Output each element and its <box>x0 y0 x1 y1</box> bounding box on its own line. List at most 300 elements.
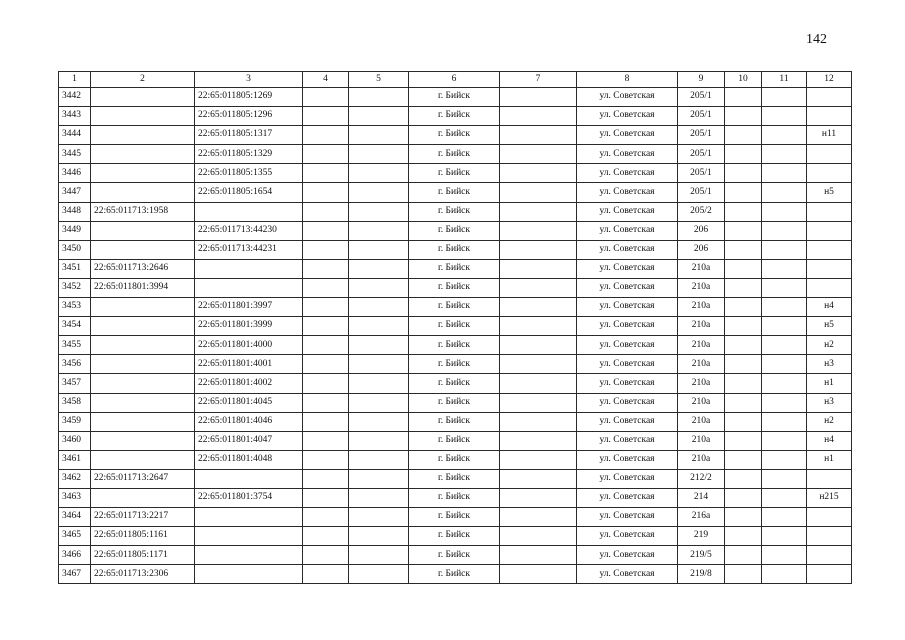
table-cell-col-4 <box>303 450 349 469</box>
table-cell-col-1: 3460 <box>59 431 91 450</box>
table-cell-col-5 <box>349 393 409 412</box>
table-cell-col-5 <box>349 298 409 317</box>
table-cell-col-6: г. Бийск <box>409 374 500 393</box>
table-cell-col-7 <box>500 565 577 584</box>
table-cell-col-10 <box>725 488 762 507</box>
table-cell-col-4 <box>303 278 349 297</box>
table-cell-col-9: 214 <box>678 488 725 507</box>
table-cell-col-4 <box>303 221 349 240</box>
table-cell-col-5 <box>349 469 409 488</box>
table-cell-col-3: 22:65:011805:1317 <box>195 126 303 145</box>
table-cell-col-5 <box>349 259 409 278</box>
table-cell-col-10 <box>725 527 762 546</box>
table-cell-col-10 <box>725 107 762 126</box>
column-header-12: 12 <box>807 72 852 88</box>
table-cell-col-11 <box>762 202 807 221</box>
table-cell-col-8: ул. Советская <box>577 164 678 183</box>
table-cell-col-3 <box>195 565 303 584</box>
table-cell-col-10 <box>725 546 762 565</box>
table-cell-col-9: 212/2 <box>678 469 725 488</box>
table-cell-col-1: 3454 <box>59 317 91 336</box>
table-cell-col-2 <box>91 317 195 336</box>
table-cell-col-11 <box>762 317 807 336</box>
table-cell-col-12 <box>807 107 852 126</box>
table-cell-col-3 <box>195 508 303 527</box>
table-cell-col-3: 22:65:011805:1329 <box>195 145 303 164</box>
column-header-1: 1 <box>59 72 91 88</box>
table-row <box>59 202 852 221</box>
table-cell-col-7 <box>500 88 577 107</box>
table-cell-col-4 <box>303 240 349 259</box>
table-cell-col-8: ул. Советская <box>577 546 678 565</box>
table-cell-col-11 <box>762 183 807 202</box>
table-cell-col-4 <box>303 508 349 527</box>
table-cell-col-9: 205/1 <box>678 107 725 126</box>
table-cell-col-12 <box>807 259 852 278</box>
table-cell-col-12 <box>807 145 852 164</box>
table-cell-col-7 <box>500 412 577 431</box>
table-cell-col-4 <box>303 88 349 107</box>
table-cell-col-12 <box>807 469 852 488</box>
table-row <box>59 107 852 126</box>
table-cell-col-8: ул. Советская <box>577 374 678 393</box>
table-cell-col-10 <box>725 469 762 488</box>
table-cell-col-8: ул. Советская <box>577 259 678 278</box>
table-cell-col-9: 206 <box>678 240 725 259</box>
table-cell-col-7 <box>500 259 577 278</box>
table-cell-col-6: г. Бийск <box>409 393 500 412</box>
table-cell-col-5 <box>349 88 409 107</box>
table-cell-col-12 <box>807 508 852 527</box>
table-cell-col-6: г. Бийск <box>409 317 500 336</box>
table-cell-col-4 <box>303 565 349 584</box>
table-cell-col-2 <box>91 336 195 355</box>
table-cell-col-5 <box>349 412 409 431</box>
table-cell-col-12: н4 <box>807 298 852 317</box>
table-row <box>59 336 852 355</box>
table-cell-col-6: г. Бийск <box>409 107 500 126</box>
table-cell-col-3: 22:65:011713:44231 <box>195 240 303 259</box>
column-header-8: 8 <box>577 72 678 88</box>
table-cell-col-2: 22:65:011801:3994 <box>91 278 195 297</box>
table-cell-col-3: 22:65:011805:1654 <box>195 183 303 202</box>
register-table <box>58 71 852 584</box>
table-cell-col-12: н215 <box>807 488 852 507</box>
table-cell-col-3: 22:65:011801:4001 <box>195 355 303 374</box>
table-cell-col-2: 22:65:011713:1958 <box>91 202 195 221</box>
table-cell-col-9: 210а <box>678 431 725 450</box>
table-cell-col-2: 22:65:011805:1161 <box>91 527 195 546</box>
table-cell-col-2 <box>91 88 195 107</box>
table-row <box>59 374 852 393</box>
table-cell-col-1: 3445 <box>59 145 91 164</box>
table-cell-col-7 <box>500 298 577 317</box>
table-cell-col-1: 3457 <box>59 374 91 393</box>
table-cell-col-5 <box>349 527 409 546</box>
table-cell-col-11 <box>762 145 807 164</box>
table-cell-col-3: 22:65:011801:4047 <box>195 431 303 450</box>
table-row <box>59 355 852 374</box>
table-cell-col-6: г. Бийск <box>409 298 500 317</box>
table-cell-col-11 <box>762 240 807 259</box>
table-cell-col-9: 210а <box>678 278 725 297</box>
table-cell-col-10 <box>725 183 762 202</box>
table-cell-col-12 <box>807 278 852 297</box>
table-row <box>59 164 852 183</box>
table-cell-col-11 <box>762 164 807 183</box>
table-row <box>59 412 852 431</box>
table-cell-col-3 <box>195 278 303 297</box>
table-cell-col-12 <box>807 240 852 259</box>
table-row <box>59 546 852 565</box>
table-cell-col-12: н3 <box>807 355 852 374</box>
table-cell-col-12: н4 <box>807 431 852 450</box>
table-cell-col-9: 206 <box>678 221 725 240</box>
table-cell-col-1: 3461 <box>59 450 91 469</box>
table-cell-col-11 <box>762 355 807 374</box>
table-cell-col-7 <box>500 488 577 507</box>
table-cell-col-9: 205/1 <box>678 164 725 183</box>
table-cell-col-9: 205/1 <box>678 183 725 202</box>
table-cell-col-3: 22:65:011801:3754 <box>195 488 303 507</box>
table-cell-col-11 <box>762 488 807 507</box>
table-cell-col-3: 22:65:011805:1269 <box>195 88 303 107</box>
table-cell-col-12: н3 <box>807 393 852 412</box>
table-cell-col-4 <box>303 355 349 374</box>
table-cell-col-11 <box>762 107 807 126</box>
table-cell-col-2 <box>91 488 195 507</box>
table-cell-col-2 <box>91 240 195 259</box>
table-cell-col-5 <box>349 488 409 507</box>
table-body <box>59 88 852 584</box>
table-cell-col-11 <box>762 374 807 393</box>
table-cell-col-4 <box>303 527 349 546</box>
table-cell-col-9: 210а <box>678 450 725 469</box>
table-cell-col-1: 3451 <box>59 259 91 278</box>
table-cell-col-5 <box>349 508 409 527</box>
table-cell-col-11 <box>762 546 807 565</box>
table-cell-col-5 <box>349 164 409 183</box>
table-cell-col-1: 3464 <box>59 508 91 527</box>
table-cell-col-7 <box>500 107 577 126</box>
table-cell-col-8: ул. Советская <box>577 393 678 412</box>
table-cell-col-2: 22:65:011713:2646 <box>91 259 195 278</box>
table-cell-col-9: 205/1 <box>678 88 725 107</box>
table-cell-col-6: г. Бийск <box>409 145 500 164</box>
table-cell-col-6: г. Бийск <box>409 202 500 221</box>
table-cell-col-2 <box>91 412 195 431</box>
table-cell-col-11 <box>762 278 807 297</box>
table-cell-col-7 <box>500 546 577 565</box>
table-cell-col-7 <box>500 450 577 469</box>
table-cell-col-10 <box>725 259 762 278</box>
table-cell-col-3: 22:65:011805:1296 <box>195 107 303 126</box>
table-cell-col-1: 3442 <box>59 88 91 107</box>
table-cell-col-10 <box>725 565 762 584</box>
table-cell-col-9: 210а <box>678 393 725 412</box>
table-cell-col-2 <box>91 145 195 164</box>
table-row <box>59 508 852 527</box>
table-cell-col-2 <box>91 298 195 317</box>
table-cell-col-6: г. Бийск <box>409 259 500 278</box>
table-cell-col-7 <box>500 317 577 336</box>
table-cell-col-11 <box>762 508 807 527</box>
table-cell-col-7 <box>500 183 577 202</box>
table-row <box>59 469 852 488</box>
table-cell-col-8: ул. Советская <box>577 508 678 527</box>
table-cell-col-3 <box>195 469 303 488</box>
table-cell-col-11 <box>762 336 807 355</box>
table-cell-col-9: 210а <box>678 298 725 317</box>
table-cell-col-9: 210а <box>678 317 725 336</box>
table-cell-col-3: 22:65:011801:4000 <box>195 336 303 355</box>
table-cell-col-6: г. Бийск <box>409 412 500 431</box>
table-cell-col-11 <box>762 527 807 546</box>
table-cell-col-8: ул. Советская <box>577 317 678 336</box>
table-cell-col-8: ул. Советская <box>577 107 678 126</box>
table-cell-col-8: ул. Советская <box>577 469 678 488</box>
table-cell-col-6: г. Бийск <box>409 164 500 183</box>
table-cell-col-7 <box>500 126 577 145</box>
column-header-7: 7 <box>500 72 577 88</box>
table-cell-col-4 <box>303 164 349 183</box>
column-header-9: 9 <box>678 72 725 88</box>
table-cell-col-6: г. Бийск <box>409 355 500 374</box>
table-cell-col-1: 3449 <box>59 221 91 240</box>
table-cell-col-4 <box>303 374 349 393</box>
table-cell-col-10 <box>725 412 762 431</box>
table-cell-col-6: г. Бийск <box>409 240 500 259</box>
table-cell-col-2 <box>91 107 195 126</box>
table-row <box>59 278 852 297</box>
table-cell-col-7 <box>500 240 577 259</box>
table-cell-col-10 <box>725 240 762 259</box>
page-number: 142 <box>806 32 827 47</box>
table-cell-col-12 <box>807 546 852 565</box>
table-cell-col-10 <box>725 202 762 221</box>
table-cell-col-7 <box>500 431 577 450</box>
table-cell-col-12: н1 <box>807 374 852 393</box>
column-header-6: 6 <box>409 72 500 88</box>
table-cell-col-1: 3458 <box>59 393 91 412</box>
table-cell-col-12: н2 <box>807 336 852 355</box>
table-cell-col-3: 22:65:011801:3999 <box>195 317 303 336</box>
table-cell-col-4 <box>303 145 349 164</box>
table-row <box>59 431 852 450</box>
table-cell-col-5 <box>349 565 409 584</box>
table-cell-col-1: 3465 <box>59 527 91 546</box>
table-cell-col-2 <box>91 355 195 374</box>
table-cell-col-9: 219/8 <box>678 565 725 584</box>
table-cell-col-9: 205/1 <box>678 145 725 164</box>
table-cell-col-4 <box>303 259 349 278</box>
table-row <box>59 298 852 317</box>
table-cell-col-3: 22:65:011801:4046 <box>195 412 303 431</box>
table-cell-col-4 <box>303 431 349 450</box>
table-cell-col-5 <box>349 278 409 297</box>
table-cell-col-4 <box>303 298 349 317</box>
table-cell-col-1: 3450 <box>59 240 91 259</box>
table-cell-col-5 <box>349 374 409 393</box>
table-cell-col-6: г. Бийск <box>409 431 500 450</box>
table-cell-col-11 <box>762 393 807 412</box>
table-cell-col-1: 3444 <box>59 126 91 145</box>
table-cell-col-7 <box>500 469 577 488</box>
table-cell-col-3 <box>195 527 303 546</box>
table-cell-col-4 <box>303 183 349 202</box>
table-cell-col-10 <box>725 145 762 164</box>
table-cell-col-6: г. Бийск <box>409 469 500 488</box>
table-cell-col-8: ул. Советская <box>577 488 678 507</box>
table-cell-col-5 <box>349 240 409 259</box>
table-cell-col-11 <box>762 412 807 431</box>
table-cell-col-1: 3452 <box>59 278 91 297</box>
table-cell-col-1: 3462 <box>59 469 91 488</box>
table-cell-col-1: 3463 <box>59 488 91 507</box>
table-cell-col-6: г. Бийск <box>409 450 500 469</box>
table-row <box>59 317 852 336</box>
table-cell-col-1: 3443 <box>59 107 91 126</box>
table-cell-col-2 <box>91 450 195 469</box>
table-cell-col-11 <box>762 126 807 145</box>
table-cell-col-8: ул. Советская <box>577 145 678 164</box>
table-cell-col-12: н5 <box>807 183 852 202</box>
table-cell-col-1: 3448 <box>59 202 91 221</box>
table-cell-col-3 <box>195 259 303 278</box>
table-row <box>59 126 852 145</box>
table-cell-col-10 <box>725 508 762 527</box>
table-cell-col-2: 22:65:011805:1171 <box>91 546 195 565</box>
table-cell-col-5 <box>349 107 409 126</box>
table-cell-col-12: н1 <box>807 450 852 469</box>
table-cell-col-1: 3459 <box>59 412 91 431</box>
table-cell-col-11 <box>762 565 807 584</box>
table-row <box>59 145 852 164</box>
table-cell-col-7 <box>500 336 577 355</box>
table-cell-col-8: ул. Советская <box>577 336 678 355</box>
table-cell-col-5 <box>349 355 409 374</box>
table-cell-col-6: г. Бийск <box>409 336 500 355</box>
column-header-5: 5 <box>349 72 409 88</box>
table-cell-col-11 <box>762 298 807 317</box>
table-cell-col-9: 210а <box>678 412 725 431</box>
table-cell-col-12: н2 <box>807 412 852 431</box>
table-cell-col-8: ул. Советская <box>577 88 678 107</box>
table-cell-col-10 <box>725 278 762 297</box>
table-cell-col-8: ул. Советская <box>577 565 678 584</box>
column-header-3: 3 <box>195 72 303 88</box>
table-cell-col-1: 3467 <box>59 565 91 584</box>
table-cell-col-12 <box>807 202 852 221</box>
table-row <box>59 393 852 412</box>
table-cell-col-1: 3455 <box>59 336 91 355</box>
table-cell-col-9: 205/1 <box>678 126 725 145</box>
table-cell-col-10 <box>725 431 762 450</box>
table-cell-col-3 <box>195 202 303 221</box>
table-row <box>59 221 852 240</box>
table-cell-col-5 <box>349 546 409 565</box>
table-cell-col-9: 210а <box>678 259 725 278</box>
table-cell-col-2: 22:65:011713:2306 <box>91 565 195 584</box>
table-cell-col-10 <box>725 393 762 412</box>
table-cell-col-2 <box>91 431 195 450</box>
table-row <box>59 259 852 278</box>
table-cell-col-2: 22:65:011713:2217 <box>91 508 195 527</box>
table-cell-col-7 <box>500 164 577 183</box>
table-row <box>59 88 852 107</box>
table-cell-col-1: 3446 <box>59 164 91 183</box>
table-cell-col-10 <box>725 336 762 355</box>
table-cell-col-6: г. Бийск <box>409 488 500 507</box>
table-cell-col-3: 22:65:011801:4048 <box>195 450 303 469</box>
table-cell-col-3: 22:65:011801:3997 <box>195 298 303 317</box>
table-cell-col-12 <box>807 88 852 107</box>
table-cell-col-2 <box>91 164 195 183</box>
table-cell-col-5 <box>349 431 409 450</box>
table-cell-col-10 <box>725 88 762 107</box>
table-cell-col-5 <box>349 221 409 240</box>
table-cell-col-3: 22:65:011713:44230 <box>195 221 303 240</box>
table-cell-col-7 <box>500 527 577 546</box>
table-cell-col-1: 3466 <box>59 546 91 565</box>
table-cell-col-8: ул. Советская <box>577 412 678 431</box>
table-cell-col-4 <box>303 202 349 221</box>
table-cell-col-7 <box>500 145 577 164</box>
table-cell-col-4 <box>303 317 349 336</box>
table-cell-col-10 <box>725 317 762 336</box>
table-cell-col-2 <box>91 393 195 412</box>
table-cell-col-8: ул. Советская <box>577 355 678 374</box>
table-row <box>59 240 852 259</box>
table-cell-col-10 <box>725 164 762 183</box>
table-cell-col-6: г. Бийск <box>409 88 500 107</box>
table-cell-col-10 <box>725 355 762 374</box>
table-row <box>59 450 852 469</box>
table-cell-col-4 <box>303 546 349 565</box>
table-cell-col-3 <box>195 546 303 565</box>
table-row <box>59 488 852 507</box>
table-cell-col-10 <box>725 298 762 317</box>
table-cell-col-7 <box>500 355 577 374</box>
table-cell-col-4 <box>303 336 349 355</box>
table-cell-col-2 <box>91 183 195 202</box>
table-cell-col-1: 3453 <box>59 298 91 317</box>
table-cell-col-9: 205/2 <box>678 202 725 221</box>
column-header-4: 4 <box>303 72 349 88</box>
table-cell-col-6: г. Бийск <box>409 221 500 240</box>
table-cell-col-1: 3447 <box>59 183 91 202</box>
table-cell-col-6: г. Бийск <box>409 183 500 202</box>
table-cell-col-12 <box>807 164 852 183</box>
table-cell-col-2 <box>91 221 195 240</box>
table-row <box>59 183 852 202</box>
table-cell-col-7 <box>500 202 577 221</box>
table-cell-col-10 <box>725 221 762 240</box>
table-cell-col-11 <box>762 450 807 469</box>
table-cell-col-3: 22:65:011805:1355 <box>195 164 303 183</box>
table-row <box>59 527 852 546</box>
table-cell-col-7 <box>500 393 577 412</box>
table-cell-col-8: ул. Советская <box>577 527 678 546</box>
table-cell-col-8: ул. Советская <box>577 221 678 240</box>
table-cell-col-5 <box>349 336 409 355</box>
table-cell-col-8: ул. Советская <box>577 183 678 202</box>
table-cell-col-2: 22:65:011713:2647 <box>91 469 195 488</box>
table-cell-col-4 <box>303 412 349 431</box>
column-header-11: 11 <box>762 72 807 88</box>
table-cell-col-9: 210а <box>678 336 725 355</box>
table-cell-col-5 <box>349 126 409 145</box>
